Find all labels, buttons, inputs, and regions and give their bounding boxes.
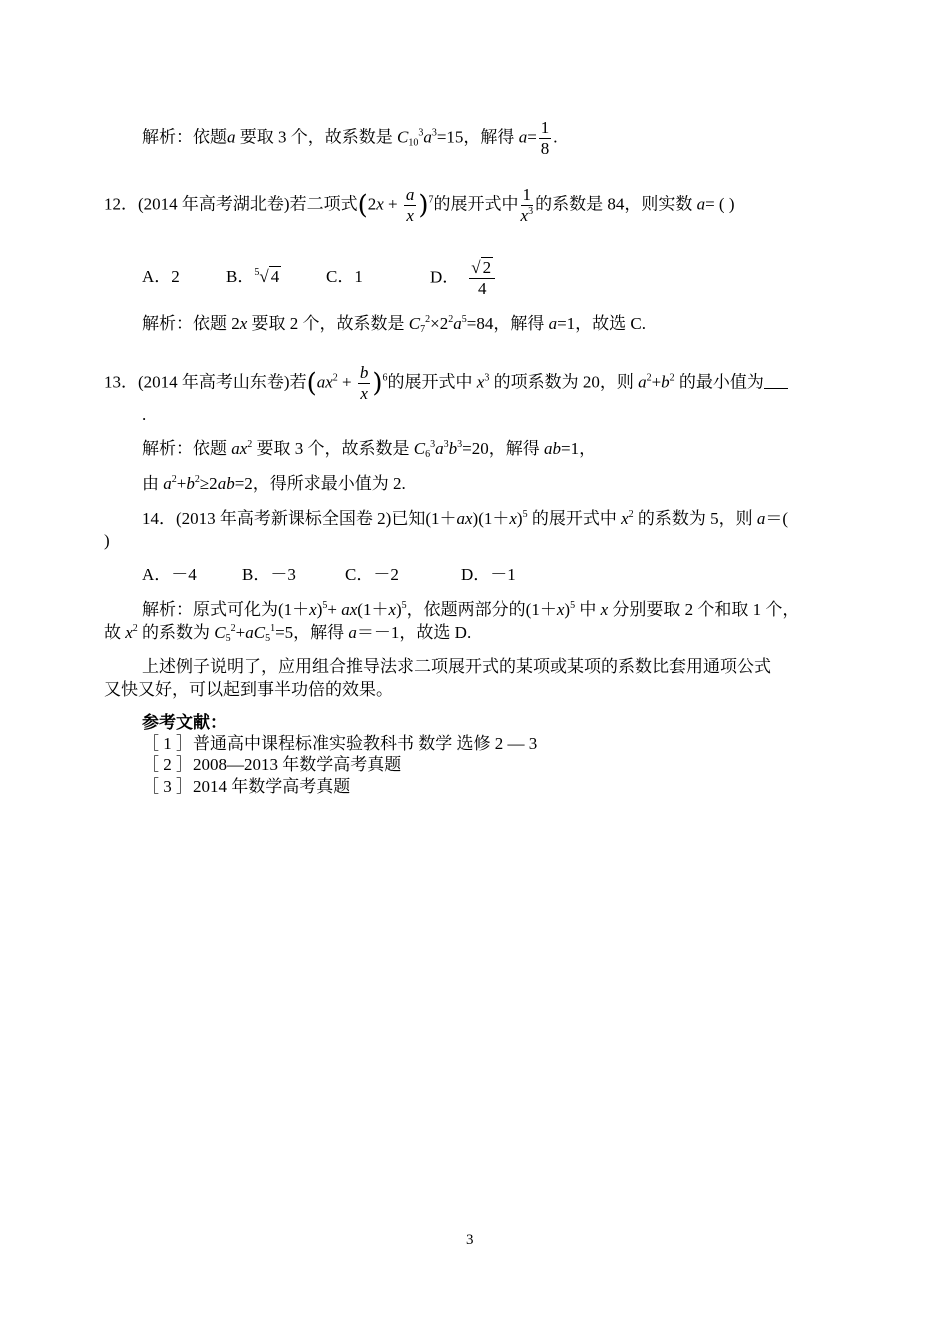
reference-item: ［ 1 ］普通高中课程标准实验教科书 数学 选修 2 — 3: [142, 734, 538, 753]
solution-11: 解析：依题a 要取 3 个，故系数是 $C_{10}^3a^3=15$，解得 a= $\frac{1}{8}$ .: [142, 118, 558, 158]
fraction-one-eighth: $\frac{1}{8}$: [540, 118, 550, 158]
references-title: 参考文献：: [142, 713, 227, 732]
fraction-one-over-x-cubed: $\frac{1}{x^3}$: [520, 185, 534, 225]
option-a: A．2: [142, 267, 180, 287]
option-b: B．$^5$√ 4: [226, 267, 280, 287]
question-13-continuation: .: [142, 405, 147, 424]
option-c: C．1: [326, 267, 363, 287]
question-12: 12．(2014 年高考湖北卷)若二项式(2x + $\frac{a}{x}$ )$^7$的展开式中 $\frac{1}{x^3}$ 的系数是 84，则实数 a= ( ): [104, 185, 735, 225]
summary-line1: 上述例子说明了，应用组合推导法求二项展开式的某项或某项的系数比套用通项公式: [142, 657, 771, 676]
summary-line2: 又快又好，可以起到事半功倍的效果。: [104, 680, 393, 699]
question-13: 13．(2014 年高考山东卷)若($ax^2$ + $\frac{b}{x}$ )$^6$的展开式中 $x^3$ 的项系数为 20，则 $a^2+b^2$ 的最小值为: [104, 363, 788, 404]
question-14-continuation: ): [104, 531, 110, 550]
solution-13-line2: 由 $a^2+b^2\ge 2ab=2$，得所求最小值为 2.: [142, 474, 406, 493]
reference-item: ［ 2 ］2008—2013 年数学高考真题: [142, 755, 402, 774]
question-12-options: [142, 258, 497, 299]
option-b: B．－3: [242, 565, 296, 584]
fraction-a-over-x: $\frac{a}{x}$: [405, 185, 415, 225]
option-a: A．－4: [142, 565, 197, 584]
solution-13-line1: 解析：依题 $ax^2$ 要取 3 个，故系数是 $C_6^3a^3b^3=20$，解得 ab=1，: [142, 439, 597, 460]
fraction-sqrt2-over-4: $\frac{√ 2}{4}$: [469, 258, 495, 299]
answer-blank: [764, 372, 788, 389]
solution-12: 解析：依题 2x 要取 2 个，故系数是 $C_7^2\times 2^2a^5=84$，解得 a=1，故选 C.: [142, 314, 647, 335]
option-c: C．－2: [345, 565, 399, 584]
solution-14-line2: 故 $x^2$ 的系数为 $C_5^2+aC_5^1=5$，解得 a＝－1，故选 D.: [104, 623, 472, 644]
option-d: D．－1: [461, 565, 516, 584]
option-d: D． $\frac{√ 2}{4}$: [430, 258, 497, 299]
reference-item: ［ 3 ］2014 年数学高考真题: [142, 777, 351, 796]
question-14: 14．(2013 年高考新课标全国卷 2)已知$(1+ax)(1+x)^5$ 的展开式中 $x^2$ 的系数为 5，则 a＝(: [142, 509, 789, 528]
solution-14-line1: 解析：原式可化为$(1+x)^5+ ax(1+x)^5$，依题两部分的$(1+x)^5$ 中 x 分别要取 2 个和取 1 个，: [142, 600, 800, 619]
fraction-b-over-x: $\frac{b}{x}$: [359, 363, 369, 403]
question-14-options: [142, 564, 516, 586]
page-number: 3: [466, 1232, 474, 1248]
